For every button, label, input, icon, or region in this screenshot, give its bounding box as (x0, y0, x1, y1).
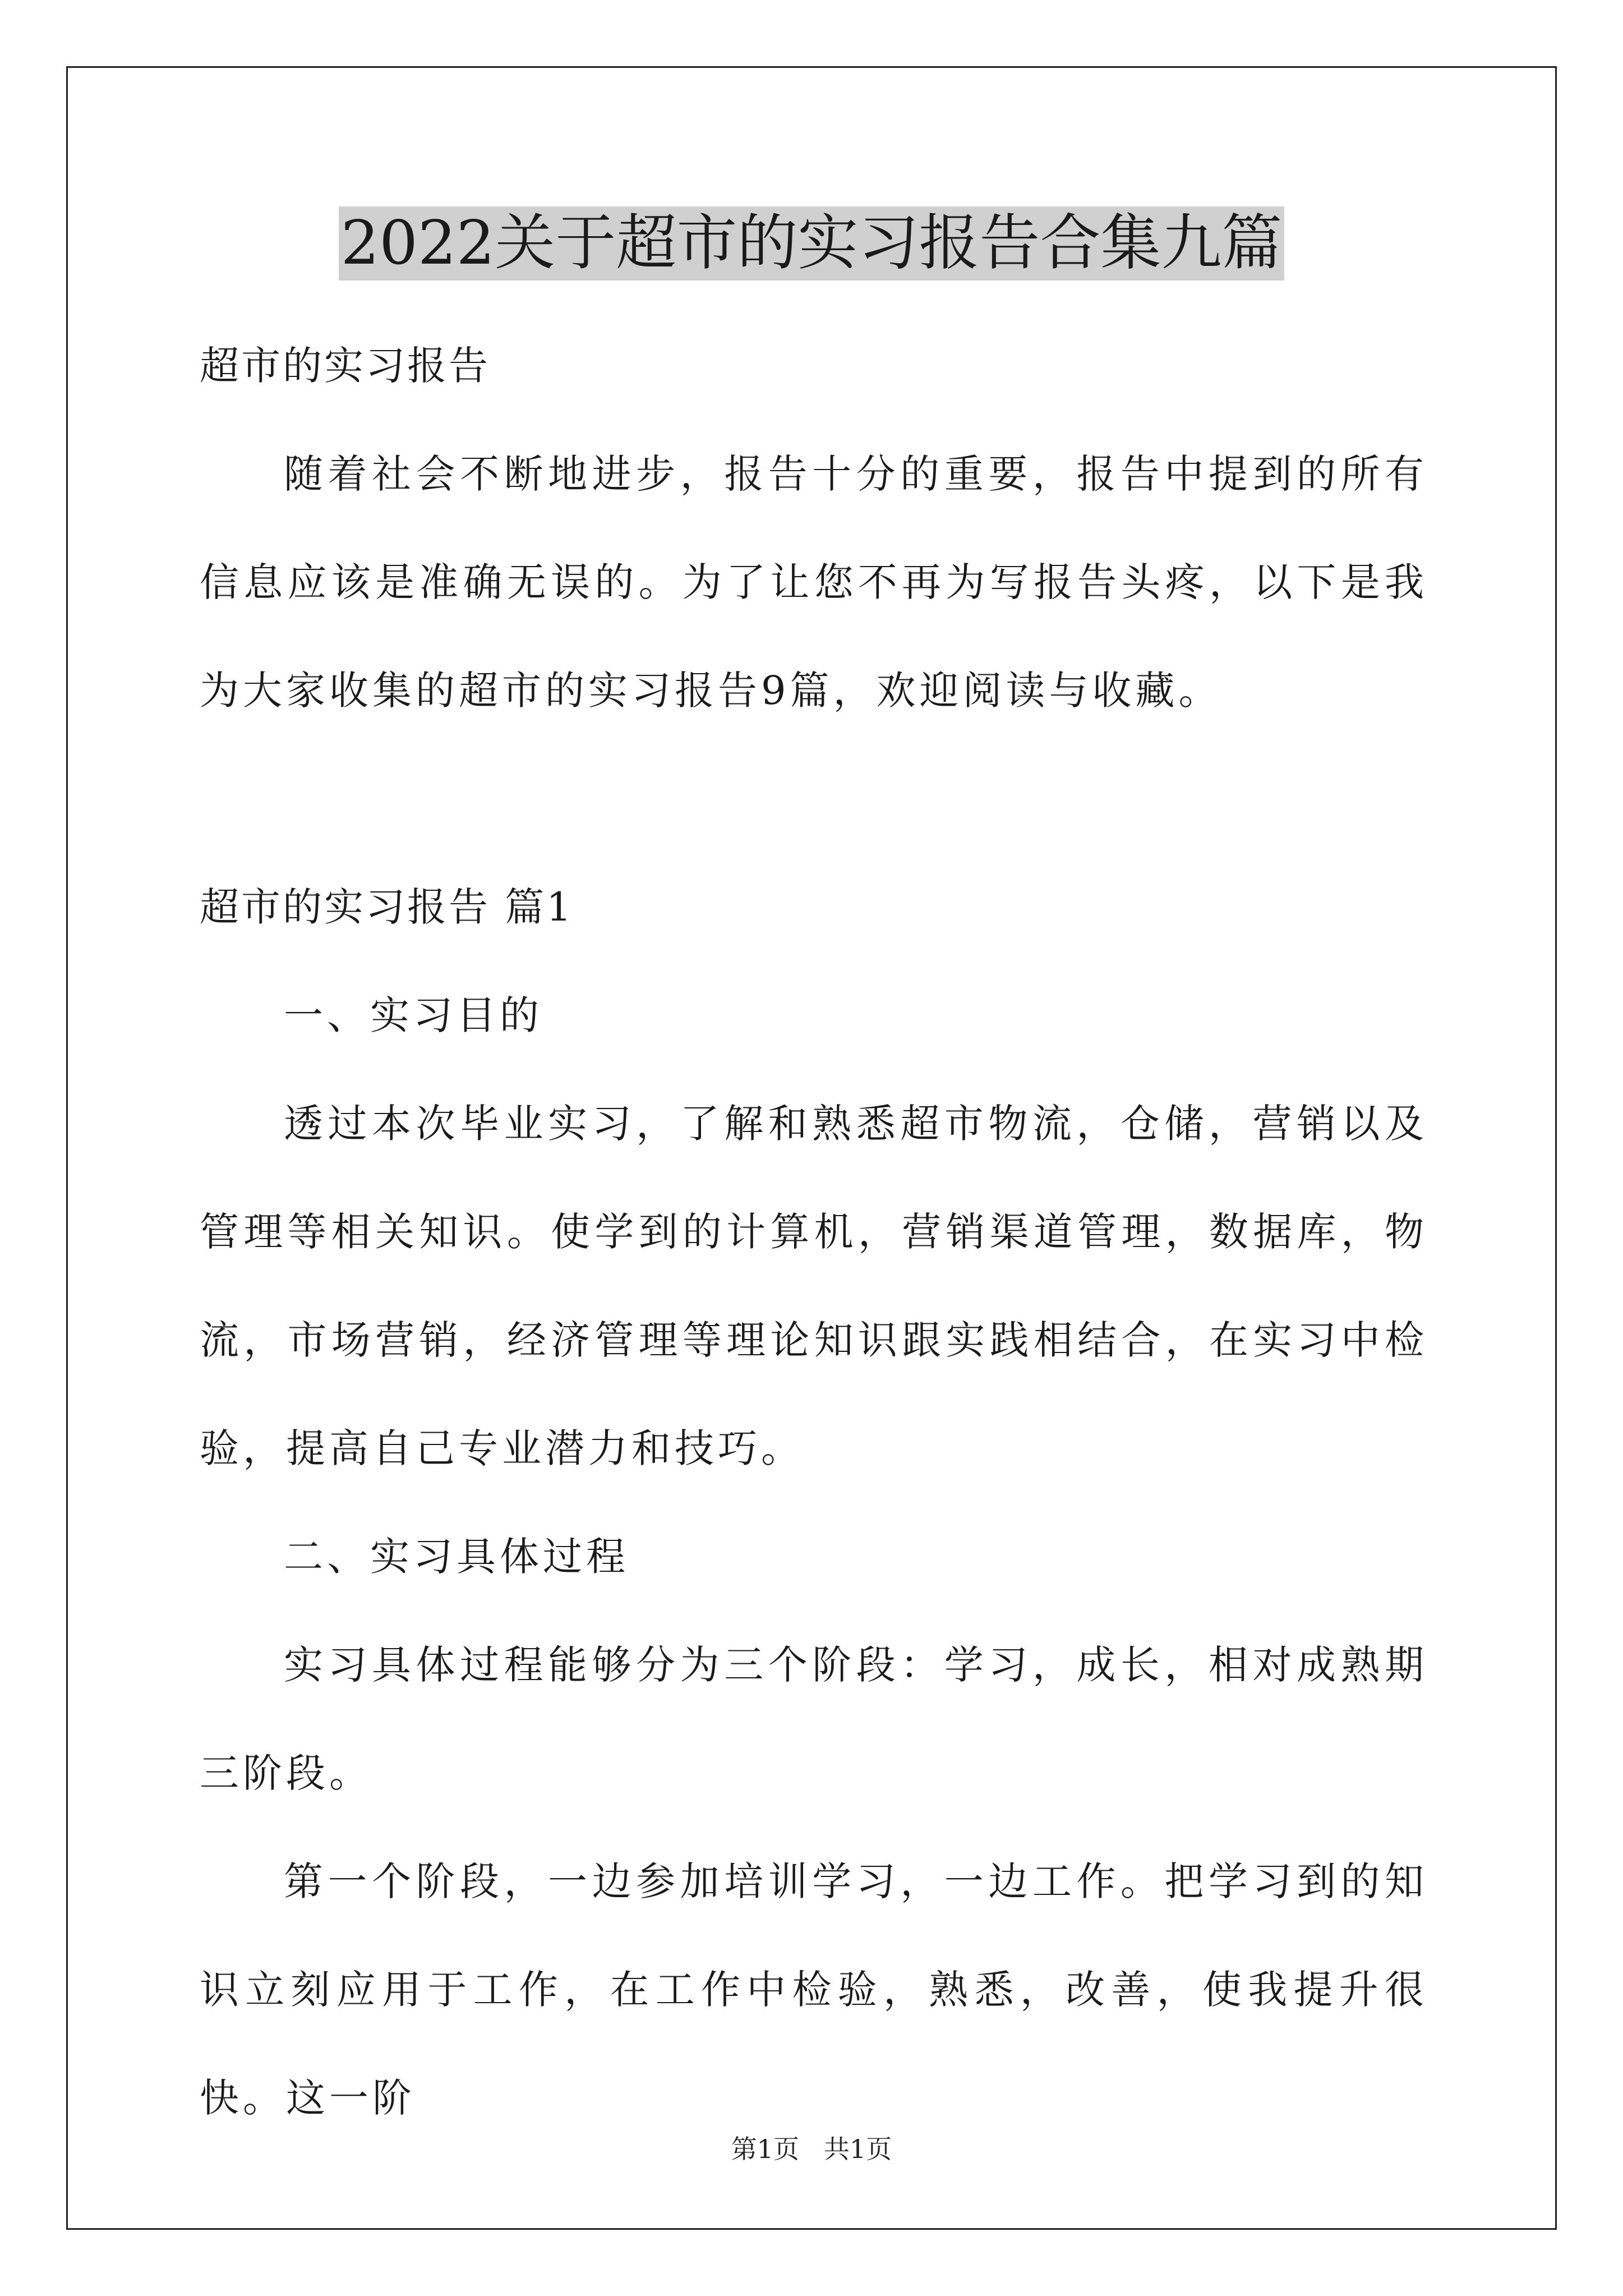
page-footer: 第1页 共1页 (731, 2134, 892, 2164)
subheading-process: 二、实习具体过程 (284, 1534, 629, 1580)
intro-paragraph: 随着社会不断地进步，报告十分的重要，报告中提到的所有信息应该是准确无误的。为了让您不再为写报告头疼，以下是我为大家收集的超市的实习报告9篇，欢迎阅读与收藏。 (200, 451, 1428, 714)
section-heading: 超市的实习报告 (200, 343, 490, 389)
subheading-purpose: 一、实习目的 (284, 992, 543, 1038)
body-paragraph: 透过本次毕业实习，了解和熟悉超市物流，仓储，营销以及管理等相关知识。使学到的计算机，营销渠道管理，数据库，物流，市场营销，经济管理等理论知识跟实践相结合，在实习中检验，提高自己专业潜力和技巧。 (200, 1101, 1428, 1471)
document-title: 2022关于超市的实习报告合集九篇 (339, 206, 1285, 280)
body-paragraph: 第一个阶段，一边参加培训学习，一边工作。把学习到的知识立刻应用于工作，在工作中检验，熟悉，改善，使我提升很快。这一阶 (200, 1858, 1428, 2121)
title-wrap (0, 206, 1623, 280)
article-heading: 超市的实习报告 篇1 (200, 884, 574, 930)
body-paragraph: 实习具体过程能够分为三个阶段：学习，成长，相对成熟期三阶段。 (200, 1642, 1428, 1796)
document-body (200, 312, 1428, 2152)
blank-line (200, 745, 1428, 853)
